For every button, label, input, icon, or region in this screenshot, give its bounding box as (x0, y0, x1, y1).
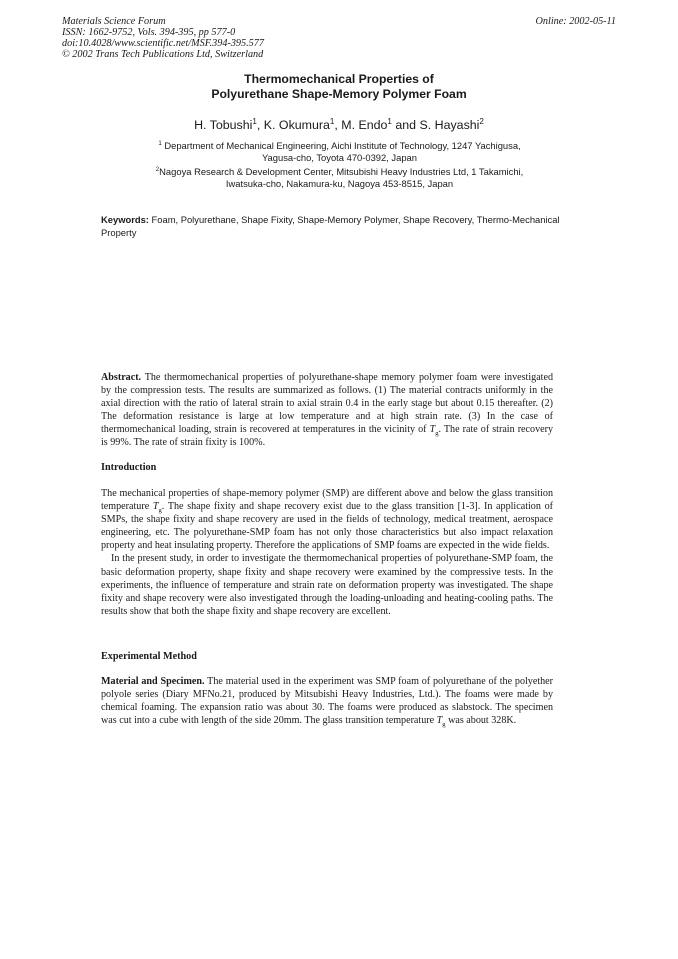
introduction-body (101, 487, 553, 618)
tg-symbol: T (429, 424, 436, 436)
tg-subscript: g (158, 507, 162, 515)
author-name: S. Hayashi (419, 118, 480, 132)
keywords-text: Foam, Polyurethane, Shape Fixity, Shape-Memory Polymer, Shape Recovery, Thermo-Mechanical Property (101, 214, 560, 238)
intro-paragraph-1: The mechanical properties of shape-memory polymer (SMP) are different above and below the glass transition temperature (101, 488, 553, 513)
author-affiliation-mark: 1 (329, 116, 335, 126)
affiliation-line: Department of Mechanical Engineering, Aichi Institute of Technology, 1247 Yachigusa, (164, 140, 521, 151)
tg-symbol: T (436, 715, 443, 727)
keywords (101, 213, 561, 239)
abstract (101, 371, 553, 450)
affiliation-line: Nagoya Research & Development Center, Mitsubishi Heavy Industries Ltd, 1 Takamichi, (159, 166, 524, 177)
abstract-label: Abstract. (101, 372, 142, 383)
affiliation-1 (112, 140, 567, 164)
affiliation-number: 1 (158, 139, 162, 147)
title-line-1: Thermomechanical Properties of (244, 72, 434, 86)
author-affiliation-mark: 1 (252, 116, 257, 126)
tg-subscript: g (442, 721, 446, 729)
experimental-text: The material used in the experiment was SMP foam of polyurethane of the polyether polyole series (Diary MFNo.21, produced by Mitsubishi Heavy Industries, Ltd.). The foams were made by chemical foaming. The expansion ratio was about 30. The foams were produced as slabstock. The specimen was cut into a cube with length of the side 20mm. The glass transition temperature (101, 676, 554, 727)
copyright-line: © 2002 Trans Tech Publications Ltd, Switzerland (62, 49, 264, 60)
author-name: H. Tobushi (194, 118, 253, 132)
paper-title (0, 72, 678, 102)
author-affiliation-mark: 2 (479, 116, 484, 126)
author-name: M. Endo (341, 118, 388, 132)
author-name: K. Okumura (263, 118, 330, 132)
abstract-text-end: . The rate of strain recovery is 99%. The rate of strain fixity is 100%. (101, 424, 554, 449)
journal-name: Materials Science Forum (62, 16, 166, 27)
intro-paragraph-1-cont: . The shape fixity and shape recovery exist due to the glass transition [1-3]. In application of SMPs, the shape fixity and shape recovery are used in the fields of technology, medical treatment, aerospace engineering, etc. The polyurethane-SMP foam has not only those characteristics but also impact relaxation property and heat insulating property. Therefore the applications of SMP foams are expected in the wide fields. (101, 501, 553, 552)
experimental-heading: Experimental Method (101, 651, 197, 662)
tg-subscript: g (435, 430, 439, 438)
affiliation-2 (112, 166, 567, 190)
affiliation-line: Yagusa-cho, Toyota 470-0392, Japan (262, 152, 417, 163)
abstract-text: The thermomechanical properties of polyurethane-shape memory polymer foam were investigated by the compression tests. The results are summarized as follows. (1) The material contracts uniformly in the axial direction with the ratio of lateral strain to axial strain 0.4 in the early stage but about 0.15 thereafter. (2) The deformation resistance is large at low temperature and at high strain rate. (3) In the case of thermomechanical loading, strain is recovered at temperatures in the vicinity of (101, 372, 554, 436)
author-affiliation-mark: 1 (387, 116, 392, 126)
subsection-label: Material and Specimen. (101, 676, 205, 687)
author-list: H. Tobushi$^1$, K. Okumura$^1$, M. Endo$^1$ and S. Hayashi$^2$ (194, 116, 484, 132)
issn-line: ISSN: 1662-9752, Vols. 394-395, pp 577-0 (62, 27, 236, 38)
experimental-text-end: was about 328K. (448, 715, 517, 727)
author-conjunction: and (395, 118, 417, 132)
online-date: Online: 2002-05-11 (535, 16, 616, 27)
intro-paragraph-2: In the present study, in order to investigate the thermomechanical properties of polyurethane-SMP foam, the basic deformation property, shape fixity and shape recovery were examined by the compressive tests. In the experiments, the influence of temperature and strain rate on deformation property was investigated. The shape fixity and shape recovery were also investigated through the loading-unloading and heating-cooling paths. The results show that both the shape fixity and shape recovery are excellent. (101, 553, 553, 617)
tg-symbol: T (152, 501, 159, 513)
title-line-2: Polyurethane Shape-Memory Polymer Foam (211, 87, 467, 101)
keywords-label: Keywords: (101, 214, 149, 225)
experimental-body (101, 675, 553, 727)
doi-link[interactable]: doi:10.4028/www.scientific.net/MSF.394-395.577 (62, 38, 264, 49)
journal-header (62, 16, 616, 60)
affiliation-number: 2 (155, 165, 160, 173)
introduction-heading: Introduction (101, 462, 157, 473)
affiliation-line: Iwatsuka-cho, Nakamura-ku, Nagoya 453-8515, Japan (225, 178, 454, 189)
